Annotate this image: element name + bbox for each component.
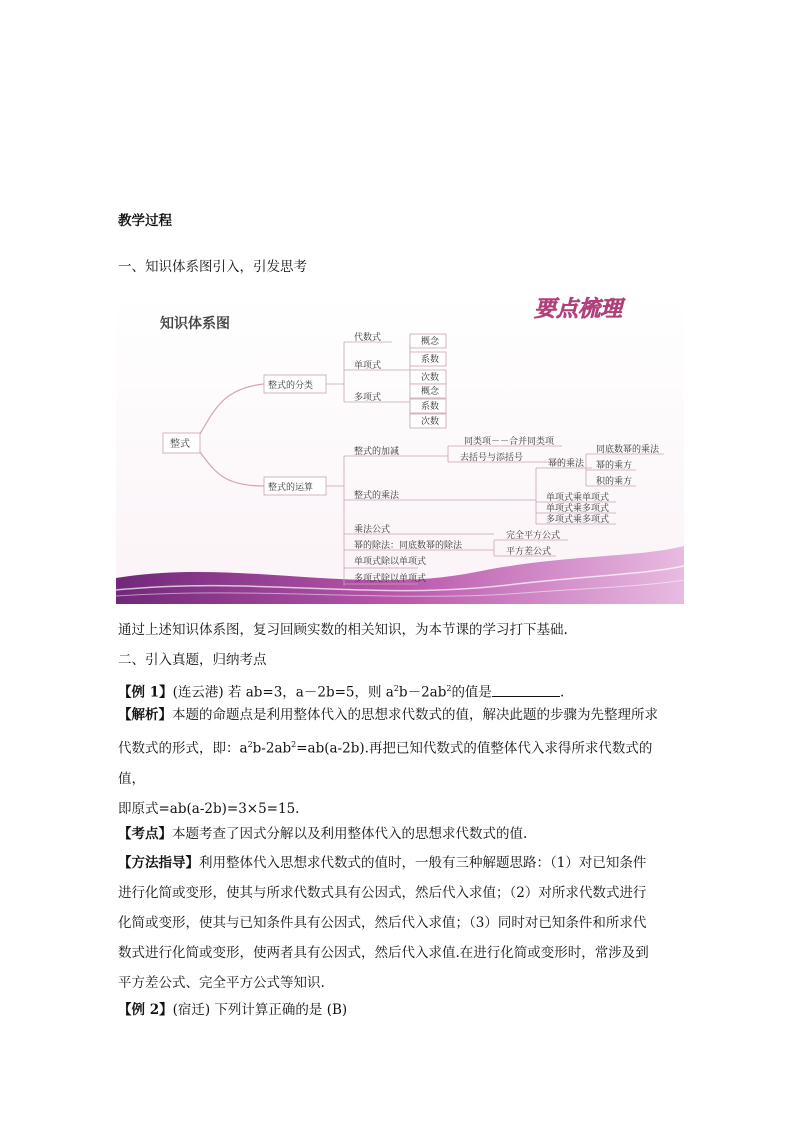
exam-point-text: 本题考查了因式分解以及利用整体代入的思想求代数式的值.	[172, 826, 528, 842]
knowledge-diagram	[116, 296, 684, 604]
diagram-title: 知识体系图	[160, 316, 230, 332]
example-1	[118, 679, 564, 703]
example-2	[118, 1000, 347, 1020]
example-1-end: .	[559, 684, 565, 701]
node-ops: 整式的运算	[268, 483, 314, 493]
node-mono-mono: 单项式乘单项式	[546, 493, 610, 503]
superscript: 2	[291, 740, 297, 749]
example-2-text: (宿迁) 下列计算正确的是 (B)	[172, 1002, 348, 1018]
node-poly-div: 多项式除以单项式	[354, 574, 427, 584]
method-label: 【方法指导】	[118, 855, 199, 871]
node-xishu-1: 系数	[421, 355, 440, 365]
node-classify: 整式的分类	[268, 381, 314, 391]
method-line-1: 利用整体代入思想求代数式的值时，一般有三种解题思路：（1）对已知条件	[199, 855, 647, 871]
example-1-expr: b－2ab	[398, 684, 447, 701]
node-poly-poly: 多项式乘多项式	[546, 515, 610, 525]
example-1-source: (连云港) 若 ab=3，a－2b=5，则 a	[172, 684, 394, 701]
node-like-terms: 同类项－－合并同类项	[464, 437, 555, 447]
analysis-label: 【解析】	[118, 707, 172, 723]
node-mult: 整式的乘法	[354, 491, 400, 501]
section-1-title: 一、知识体系图引入，引发思考	[118, 259, 307, 275]
node-brackets: 去括号与添括号	[460, 453, 524, 463]
method-line-4: 数式进行化简或变形，使两者具有公因式，然后代入求值.在进行化简或变形时，常涉及到	[118, 945, 649, 961]
analysis-line-2b: b-2ab	[252, 740, 292, 757]
exam-point	[118, 824, 527, 844]
node-daishushi: 代数式	[354, 333, 382, 343]
method-line-5: 平方差公式、完全平方公式等知识.	[118, 975, 325, 991]
intro-text: 通过上述知识体系图，复习回顾实数的相关知识，为本节课的学习打下基础.	[118, 622, 568, 638]
badge-text: 要点梳理	[534, 296, 623, 322]
example-2-label: 【例 2】	[118, 1002, 173, 1018]
example-1-question: 的值是	[451, 684, 492, 701]
node-danxiangshi: 单项式	[354, 361, 382, 371]
analysis-line-2c: =ab(a-2b).再把已知代数式的值整体代入求得所求代数式的值，	[118, 740, 653, 787]
node-mono-div: 单项式除以单项式	[354, 557, 427, 567]
node-power-of-product: 积的乘方	[596, 477, 633, 487]
superscript: 2	[393, 684, 399, 693]
analysis-line-1: 本题的命题点是利用整体代入的思想求代数式的值，解决此题的步骤为先整理所求	[172, 707, 658, 723]
node-power-mult: 幂的乘法	[548, 459, 585, 469]
analysis-block	[118, 700, 678, 824]
superscript: 2	[446, 684, 452, 693]
superscript: 2	[247, 740, 253, 749]
node-same-base-mult: 同底数幂的乘法	[596, 445, 660, 455]
node-square-formula: 完全平方公式	[506, 531, 561, 541]
method-line-3: 化简或变形，使其与已知条件具有公因式，然后代入求值；（3）同时对已知条件和所求代	[118, 915, 647, 931]
analysis-line-2a: 代数式的形式，即：a	[118, 740, 248, 757]
node-cishu-2: 次数	[421, 417, 440, 427]
node-xishu-2: 系数	[421, 402, 440, 412]
node-gainian-2: 概念	[421, 387, 440, 397]
section-heading: 教学过程	[118, 213, 172, 229]
method-block	[118, 848, 678, 998]
node-mono-poly: 单项式乘多项式	[546, 504, 610, 514]
node-duoxiangshi: 多项式	[354, 393, 382, 403]
node-formula: 乘法公式	[354, 525, 391, 535]
example-1-label: 【例 1】	[118, 684, 173, 701]
answer-blank[interactable]	[492, 684, 560, 697]
method-line-2: 进行化简或变形，使其与所求代数式具有公因式，然后代入求值；（2）对所求代数式进行	[118, 885, 647, 901]
node-add: 整式的加减	[354, 447, 400, 457]
node-power-of-power: 幂的乘方	[596, 461, 633, 471]
node-gainian-1: 概念	[421, 337, 440, 347]
node-diff-squares: 平方差公式	[506, 547, 552, 557]
analysis-line-3: 即原式=ab(a-2b)=3×5=15.	[118, 800, 300, 817]
node-power-div: 幂的除法：同底数幂的除法	[354, 541, 463, 551]
node-cishu-1: 次数	[421, 373, 440, 383]
section-2-title: 二、引入真题，归纳考点	[118, 652, 267, 668]
exam-point-label: 【考点】	[118, 826, 172, 842]
node-root: 整式	[170, 439, 190, 450]
